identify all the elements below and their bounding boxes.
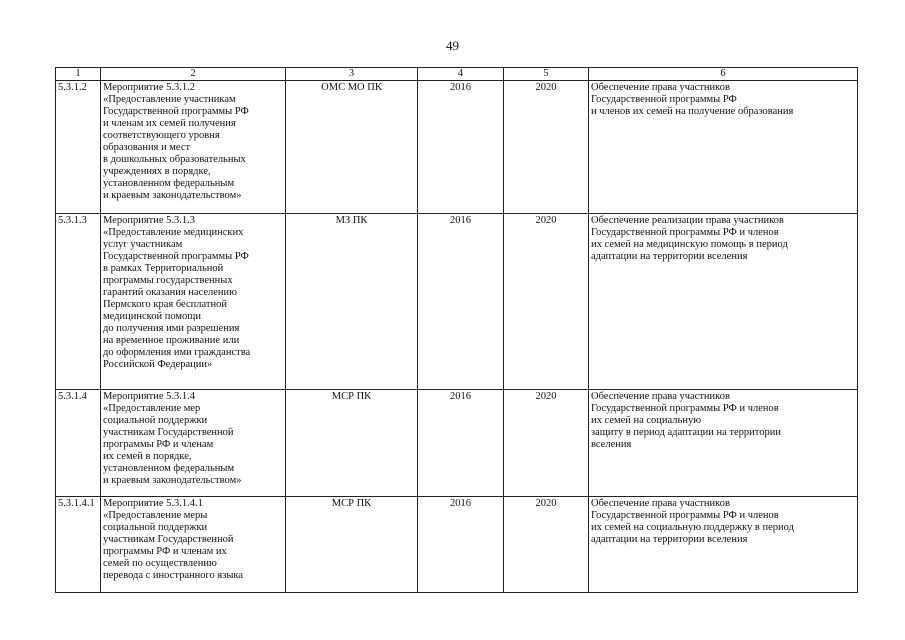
page-number: 49 (446, 38, 459, 53)
column-header: 6 (589, 68, 858, 81)
start-year: 2016 (418, 214, 504, 390)
end-year: 2020 (504, 497, 589, 593)
table-row (56, 81, 858, 214)
expected-result: Обеспечение права участников Государственной программы РФ и членов их семей на социальную поддержку в период адаптации на территории вселения (589, 497, 858, 593)
row-number: 5.3.1.4 (56, 390, 101, 497)
executor: МСР ПК (286, 390, 418, 497)
column-header: 2 (101, 68, 286, 81)
end-year: 2020 (504, 214, 589, 390)
row-number: 5.3.1.4.1 (56, 497, 101, 593)
column-header: 4 (418, 68, 504, 81)
end-year: 2020 (504, 390, 589, 497)
activity-text: Мероприятие 5.3.1.2 «Предоставление участникам Государственной программы РФ и членам их семей получения соответствующего уровня образования и мест в дошкольных образовательных учреждениях в порядке, установленном федеральным и краевым законодательством» (101, 81, 286, 214)
program-table (55, 67, 858, 593)
start-year: 2016 (418, 390, 504, 497)
end-year: 2020 (504, 81, 589, 214)
expected-result: Обеспечение права участников Государственной программы РФ и членов их семей на социальную защиту в период адаптации на территории вселения (589, 390, 858, 497)
row-number: 5.3.1.3 (56, 214, 101, 390)
executor: МСР ПК (286, 497, 418, 593)
activity-text: Мероприятие 5.3.1.3 «Предоставление медицинских услуг участникам Государственной программы РФ в рамках Территориальной программы государственных гарантий оказания населению Пермского края бесплатной медицинской помощи до получения ими разрешения на временное проживание или до оформления ими гражданства Российской Федерации» (101, 214, 286, 390)
expected-result: Обеспечение реализации права участников Государственной программы РФ и членов их семей на медицинскую помощь в период адаптации на территории вселения (589, 214, 858, 390)
table-row (56, 497, 858, 593)
executor: МЗ ПК (286, 214, 418, 390)
start-year: 2016 (418, 81, 504, 214)
column-header: 1 (56, 68, 101, 81)
table-row (56, 390, 858, 497)
row-number: 5.3.1.2 (56, 81, 101, 214)
column-header: 5 (504, 68, 589, 81)
start-year: 2016 (418, 497, 504, 593)
expected-result: Обеспечение права участников Государственной программы РФ и членов их семей на получение образования (589, 81, 858, 214)
activity-text: Мероприятие 5.3.1.4.1 «Предоставление меры социальной поддержки участникам Государственной программы РФ и членам их семей по осуществлению перевода с иностранного языка (101, 497, 286, 593)
table-row (56, 214, 858, 390)
header-row (56, 68, 858, 81)
activity-text: Мероприятие 5.3.1.4 «Предоставление мер социальной поддержки участникам Государственной программы РФ и членам их семей в порядке, установленном федеральным и краевым законодательством» (101, 390, 286, 497)
executor: ОМС МО ПК (286, 81, 418, 214)
column-header: 3 (286, 68, 418, 81)
